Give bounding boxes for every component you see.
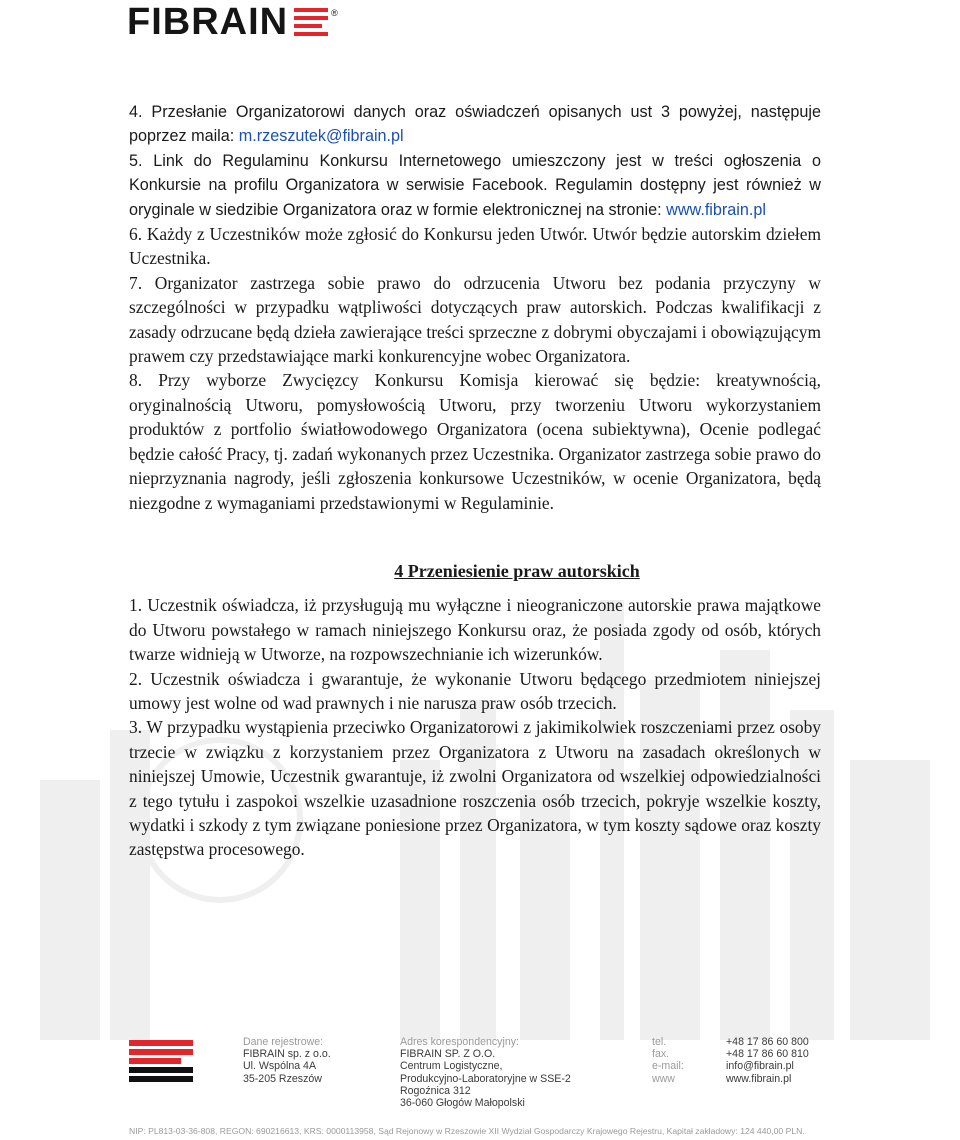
footer-correspondence: [400, 1036, 571, 1109]
paragraph-8: 8. Przy wyborze Zwycięzcy Konkursu Komisja kierować się będzie: kreatywnością, oryginalnością Utworu, pomysłowością Utworu, przy tworzeniu Utworu wykorzystaniem produktów z portfolio światłowodowego Organizatora (ocena subiektywna), Ocenie podlegać będzie całość Pracy, tj. zadań wykonanych przez Uczestnika. Organizator zastrzega sobie prawo do nieprzyznania nagrody, jeśli zgłoszenia konkursowe Uczestników, w ocenie Organizatora, będą niezgodne z wymaganiami przedstawionymi w Regulaminie.: [129, 370, 821, 513]
section-item-2: 2. Uczestnik oświadcza i gwarantuje, że wykonanie Utworu będącego przedmiotem niniejszej umowy jest wolne od wad prawnych i nie narusza praw osób trzecich.: [129, 668, 821, 713]
website-value[interactable]: www.fibrain.pl: [726, 1072, 792, 1085]
paragraph-4: [129, 100, 821, 149]
registered-label: Dane rejestrowe:: [243, 1036, 324, 1048]
footer-contact-labels: [652, 1036, 684, 1085]
legal-note: NIP: PL813-03-36-808, REGON: 690216613, KRS: 0000113958, Sąd Rejonowy w Rzeszowie XII Wydział Gospodarczy Krajowego Rejestru, Kapitał zakładowy: 124 440,00 PLN.: [129, 1126, 805, 1136]
correspondence-line: FIBRAIN SP. Z O.O.: [400, 1048, 496, 1061]
logo-stripes-icon: [294, 8, 328, 36]
footer-logo-icon: [129, 1040, 193, 1084]
paragraph-5: [129, 149, 821, 222]
registered-line: Ul. Wspólna 4A: [243, 1060, 317, 1073]
paragraph-6: 6. Każdy z Uczestników może zgłosić do Konkursu jeden Utwór. Utwór będzie autorskim dziełem Uczestnika.: [129, 224, 821, 269]
phone-value: +48 17 86 60 800: [726, 1036, 809, 1048]
correspondence-line: Centrum Logistyczne,: [400, 1060, 503, 1073]
contact-label: www: [652, 1072, 675, 1085]
document-body: [129, 100, 821, 862]
contact-label: tel.: [652, 1036, 667, 1048]
email-link[interactable]: m.rzeszutek@fibrain.pl: [238, 127, 404, 146]
correspondence-line: 36-060 Głogów Małopolski: [400, 1097, 525, 1110]
registered-line: FIBRAIN sp. z o.o.: [243, 1048, 331, 1061]
contact-label: e-mail:: [652, 1060, 684, 1073]
section-heading-text: 4 Przeniesienie praw autorskich: [394, 560, 640, 581]
section-item-3: 3. W przypadku wystąpienia przeciwko Organizatorowi z jakimikolwiek roszczeniami przez osoby trzecie w związku z korzystaniem przez Organizatora z Utworu na zasadach określonych w niniejszej Umowie, Uczestnik gwarantuje, iż zwolni Organizatora od wszelkiej odpowiedzialności z tego tytułu i zaspokoi wszelkie uzasadnione roszczenia osób trzecich, pokryje wszelkie koszty, wydatki i szkody z tym związane poniesione przez Organizatora, w tym koszty sądowe oraz koszty zastępstwa procesowego.: [129, 717, 821, 860]
correspondence-line: Rogoźnica 312: [400, 1084, 471, 1097]
footer-contact-values: [726, 1036, 809, 1085]
fax-value: +48 17 86 60 810: [726, 1048, 809, 1061]
registered-line: 35-205 Rzeszów: [243, 1072, 322, 1085]
correspondence-line: Produkcyjno-Laboratoryjne w SSE-2: [400, 1072, 571, 1085]
email-value[interactable]: info@fibrain.pl: [726, 1060, 794, 1073]
paragraph-7: 7. Organizator zastrzega sobie prawo do odrzucenia Utworu bez podania przyczyny w szczególności w przypadku wątpliwości dotyczących praw autorskich. Podczas kwalifikacji z zasady odrzucane będą dzieła zawierające treści sprzeczne z dobrymi obyczajami i obowiązującym prawem czy przedstawiające marki konkurencyjne wobec Organizatora.: [129, 272, 821, 367]
registered-mark: ®: [331, 8, 338, 18]
contact-label: fax.: [652, 1048, 670, 1061]
footer-registered-data: [243, 1036, 331, 1085]
fibrain-logo: [127, 1, 338, 43]
logo-wordmark: FIBRAIN: [127, 1, 289, 43]
paragraph-5-text: 5. Link do Regulaminu Konkursu Internetowego umieszczony jest w treści ogłoszenia o Konkursie na profilu Organizatora w serwisie Facebook. Regulamin dostępny jest również w oryginale w siedzibie Organizatora oraz w formie elektronicznej na stronie:: [129, 151, 821, 219]
section-heading: [129, 559, 821, 583]
website-link[interactable]: www.fibrain.pl: [666, 200, 766, 219]
correspondence-label: Adres korespondencyjny:: [400, 1036, 519, 1048]
paragraph-4-text: 4. Przesłanie Organizatorowi danych oraz oświadczeń opisanych ust 3 powyżej, następuje poprzez maila:: [129, 103, 821, 146]
section-item-1: 1. Uczestnik oświadcza, iż przysługują mu wyłączne i nieograniczone autorskie prawa majątkowe do Utworu powstałego w ramach niniejszego Konkursu oraz, że posiada zgody od osób, których twarze widnieją w Utworze, na rozpowszechnianie ich wizerunków.: [129, 595, 821, 665]
